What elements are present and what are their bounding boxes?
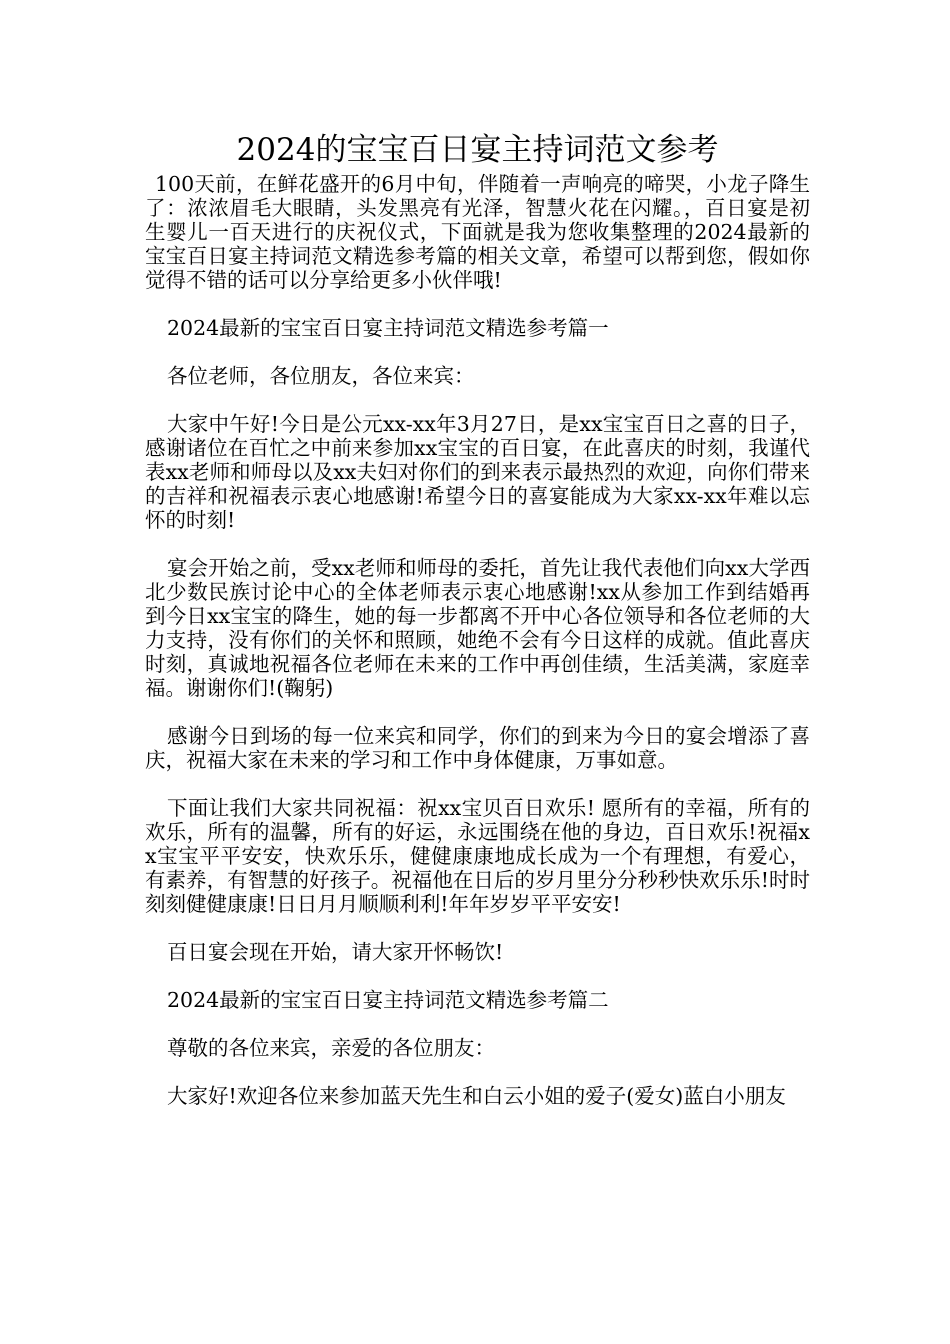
body-paragraph: 感谢今日到场的每一位来宾和同学，你们的到来为今日的宴会增添了喜庆，祝福大家在未来的学习和工作中身体健康，万事如意。 (145, 724, 810, 772)
body-paragraph: 百日宴会现在开始，请大家开怀畅饮! (167, 940, 504, 964)
intro-paragraph: 100天前，在鲜花盛开的6月中旬，伴随着一声响亮的啼哭，小龙子降生了：浓浓眉毛大眼睛，头发黑亮有光泽，智慧火花在闪耀。，百日宴是初生婴儿一百天进行的庆祝仪式，下面就是我为您收集整理的2024最新的宝宝百日宴主持词范文精选参考篇的相关文章，希望可以帮到您，假如你觉得不错的话可以分享给更多小伙伴哦! (145, 172, 810, 292)
body-paragraph: 大家好!欢迎各位来参加蓝天先生和白云小姐的爱子(爱女)蓝白小朋友 (167, 1084, 786, 1108)
body-paragraph: 大家中午好!今日是公元xx-xx年3月27日，是xx宝宝百日之喜的日子，感谢诸位在百忙之中前来参加xx宝宝的百日宴，在此喜庆的时刻，我谨代表xx老师和师母以及xx夫妇对你们的到来表示最热烈的欢迎，向你们带来的吉祥和祝福表示衷心地感谢!希望今日的喜宴能成为大家xx-xx年难以忘怀的时刻! (145, 412, 810, 532)
body-paragraph: 下面让我们大家共同祝福：祝xx宝贝百日欢乐! 愿所有的幸福，所有的欢乐，所有的温馨，所有的好运，永远围绕在他的身边，百日欢乐!祝福xx宝宝平平安安，快欢乐乐，健健康康地成长成为一个有理想，有爱心，有素养，有智慧的好孩子。祝福他在日后的岁月里分分秒秒快欢乐乐!时时刻刻健健康康!日日月月顺顺利利!年年岁岁平平安安! (145, 796, 810, 916)
section-heading-2: 2024最新的宝宝百日宴主持词范文精选参考篇二 (167, 988, 609, 1012)
document-title: 2024的宝宝百日宴主持词范文参考 (236, 132, 719, 168)
salutation-1: 各位老师，各位朋友，各位来宾： (167, 364, 475, 388)
document-page (145, 0, 810, 1108)
salutation-2: 尊敬的各位来宾，亲爱的各位朋友： (167, 1036, 495, 1060)
section-heading-1: 2024最新的宝宝百日宴主持词范文精选参考篇一 (167, 316, 609, 340)
body-paragraph: 宴会开始之前，受xx老师和师母的委托，首先让我代表他们向xx大学西北少数民族讨论中心的全体老师表示衷心地感谢!xx从参加工作到结婚再到今日xx宝宝的降生，她的每一步都离不开中心各位领导和各位老师的大力支持，没有你们的关怀和照顾，她绝不会有今日这样的成就。值此喜庆时刻，真诚地祝福各位老师在未来的工作中再创佳绩，生活美满，家庭幸福。谢谢你们!(鞠躬) (145, 556, 810, 700)
